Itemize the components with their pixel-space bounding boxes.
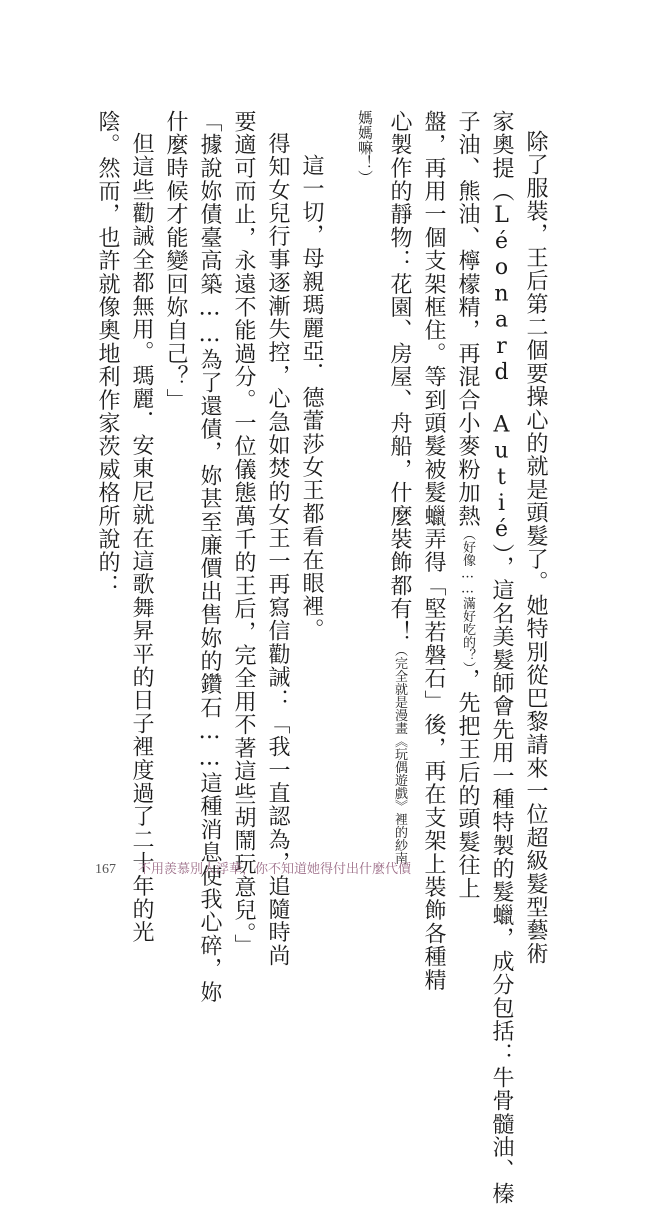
paragraph-text: 家奧提（Léonard Autié），這名美髮師會先用一種特製的髮蠟，成分包括：牛骨髓油、榛 xyxy=(489,110,514,1205)
aside-note: （好像……滿好吃的？） xyxy=(460,527,475,669)
paragraph-text: 要適可而止，永遠不能過分。一位儀態萬千的王后，完全用不著這些胡鬧玩意兒。」 xyxy=(231,110,256,958)
paragraph-text: 但這些勸誡全都無用。瑪麗．安東尼就在這歌舞昇平的日子裡度過了二十年的光 xyxy=(129,132,154,944)
text-column-12 xyxy=(128,132,154,944)
text-column-6 xyxy=(352,110,378,185)
quote-text: 什麼時候才能變回妳自己？」 xyxy=(163,110,188,412)
text-column-1 xyxy=(522,130,548,965)
paragraph-text: 除了服裝，王后第二個要操心的就是頭髮了。她特別從巴黎請來一位超級髮型藝術 xyxy=(523,130,548,966)
text-column-8 xyxy=(264,132,290,967)
text-column-13 xyxy=(94,110,120,597)
text-column-9 xyxy=(230,110,256,957)
text-column-5 xyxy=(386,110,412,865)
aside-note: （完全就是漫畫《玩偶遊戲》裡的紗南 xyxy=(392,643,407,865)
paragraph-text: 子油、熊油、檸檬精，再混合小麥粉加熱 xyxy=(455,110,480,528)
paragraph-text: 這一切，母親瑪麗亞．德蕾莎女王都看在眼裡。 xyxy=(299,154,324,642)
page-number: 167 xyxy=(95,862,116,877)
paragraph-text: 盤，再用一個支架框住。等到頭髮被髮蠟弄得「堅若磐石」後，再在支架上裝飾各種精 xyxy=(421,110,446,992)
paragraph-text: 心製作的靜物：花園、房屋、舟船，什麼裝飾都有！ xyxy=(387,110,412,644)
text-column-3 xyxy=(454,110,480,900)
paragraph-text: 陰。然而，也許就像奧地利作家茨威格所說的： xyxy=(95,110,120,598)
text-column-7 xyxy=(298,154,324,641)
running-title: 不用羨慕別人浮華，你不知道她得付出什麼代價 xyxy=(138,862,412,877)
text-column-2 xyxy=(488,110,514,1205)
paragraph-text: ，先把王后的頭髮往上 xyxy=(455,668,480,901)
page-footer xyxy=(95,858,411,878)
text-column-11 xyxy=(162,110,188,412)
text-column-4 xyxy=(420,110,446,992)
paragraph-text: 得知女兒行事逐漸失控，心急如焚的女王一再寫信勸誡：「我一直認為，追隨時尚 xyxy=(265,132,290,968)
quote-text: 「據說妳債臺高築……為了還債，妳甚至廉價出售妳的鑽石……這種消息使我心碎，妳 xyxy=(197,110,222,1004)
aside-note: 媽媽嘛！） xyxy=(356,110,374,185)
